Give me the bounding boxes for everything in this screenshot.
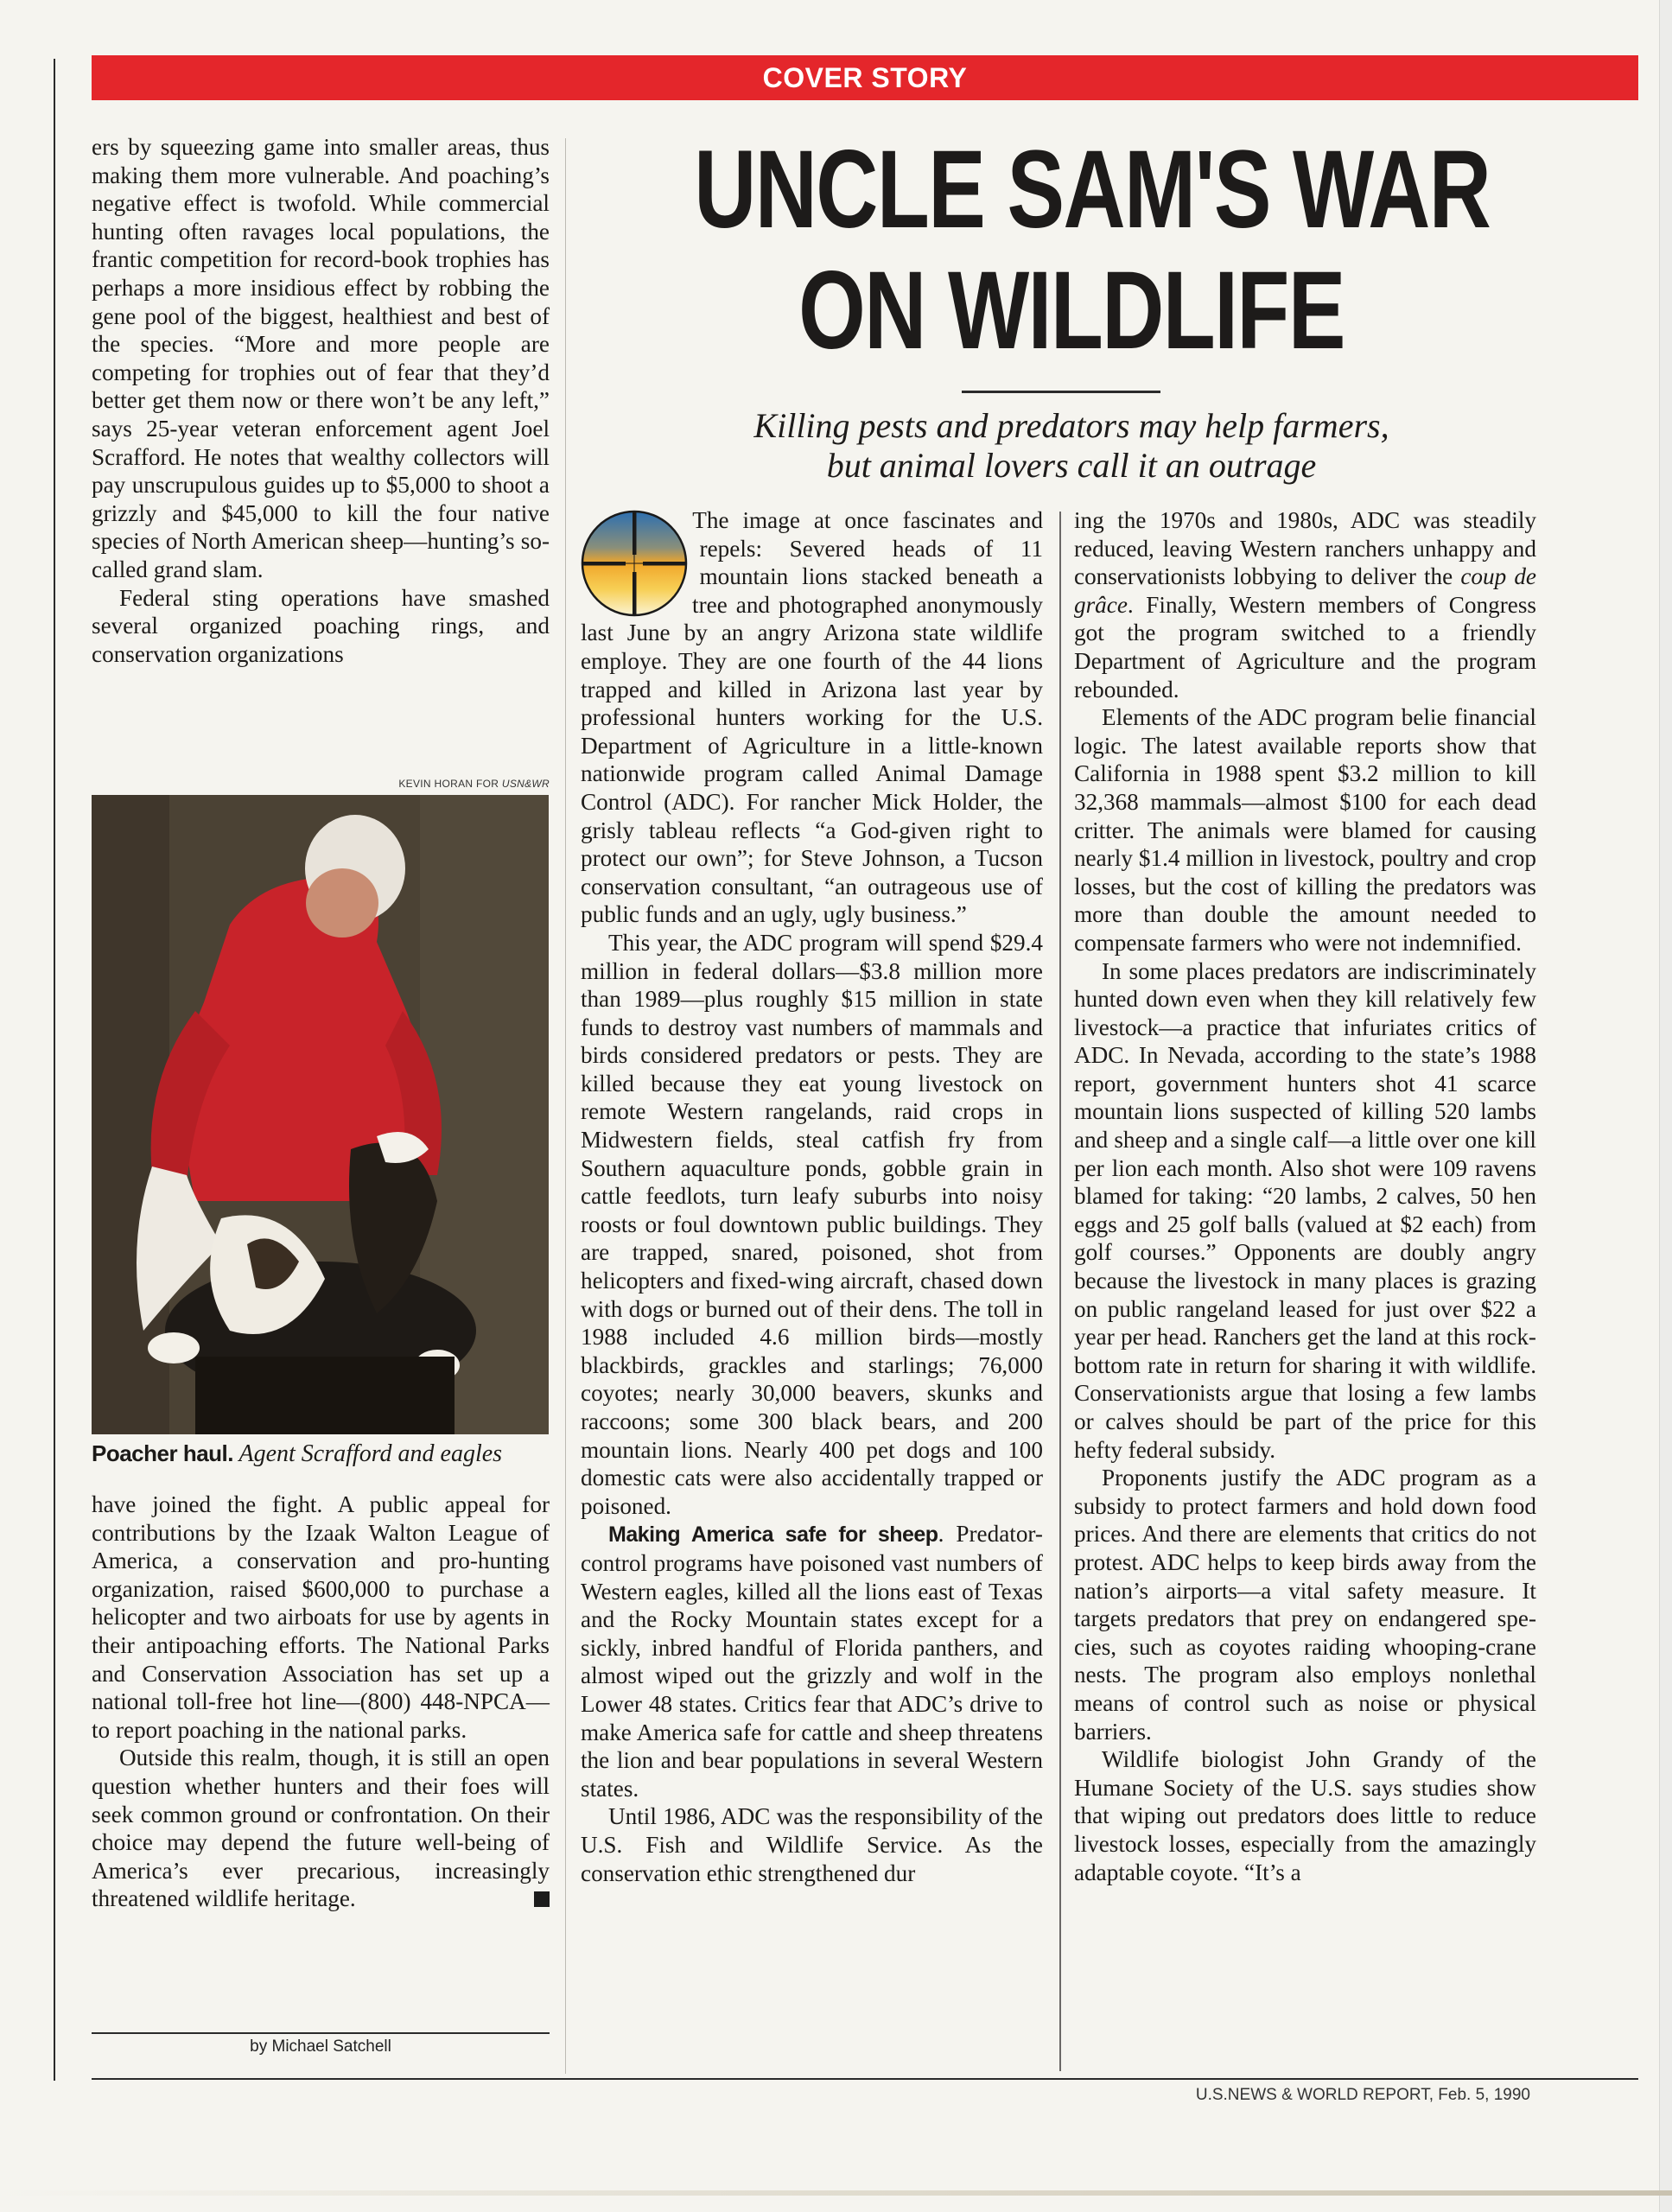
paragraph: The image at once fascinates and repels: Severed heads of 11 mountain lions stacked beneath a tree and photographed anonymously last June by an angry Arizona state wildlife employe. They are one fourth of the 44 lions trapped and killed in Arizona last year by professional hunters working for the U.S. Department of Agriculture in a little-known nationwide program called Animal Damage Control (ADC). For rancher Mick Holder, the grisly tableau reflects “a God-given right to protect our own”; for Steve Johnson, a Tucson conservation consultant, “an outrageous use of public funds and an ugly, ugly business.” — [581, 507, 1043, 928]
paragraph: In some places predators are indiscriminately hunted down even when they kill relatively few livestock—a practice that infuriates critics of ADC. In Nevada, according to the state’s 1988 report, government hunters shot 41 scarce mountain lions suspected of killing 520 lambs and sheep and a single calf—a little over one kill per lion each month. Also shot were 109 ravens blamed for taking: “20 lambs, 2 calves, 50 hen eggs and 25 golf balls (valued at $2 each) from golf courses.” Opponents are doubly angry because the livestock in many places is grazing on public rangeland leased for just over $22 a year per head. Ranchers get the land at this rock-bottom rate in return for sharing it with wildlife. Conservationists argue that losing a few lambs or calves should be part of the price for this hefty federal subsidy. — [1074, 957, 1536, 1463]
headline-line-2: ON WILDLIFE — [798, 249, 1345, 372]
paragraph: Making America safe for sheep. Predator-control programs have poisoned vast numbers of Western eagles, killed all the lions east of Texas and the Rocky Mountain states except for a sickly, inbred handful of Florida panthers, and almost wiped out the grizzly and wolf in the Lower 48 states. Critics fear that ADC’s drive to make America safe for cattle and sheep threatens the lion and bear populations in several Western states. — [581, 1521, 1043, 1802]
dek-divider — [962, 391, 1160, 393]
paragraph: ers by squeezing game into smaller areas, thus making them more vulnerable. And poaching’s negative effect is twofold. While commercial hunting often ravages local populations, the frantic competition for record-book trophies has perhaps a more insidious effect by robbing the gene pool of the biggest, healthiest and best of the species. “More and more people are competing for trophies out of fear that they’d better get them now or there won’t be any left,” says 25-year veteran enforcement agent Joel Scrafford. He notes that wealthy collectors will pay unscrupulous guides up to $5,000 to shoot a grizzly and $45,000 to kill the four native species of North American sheep—hunting’s so-called grand slam. — [92, 134, 550, 582]
paragraph: Proponents justify the ADC program as a subsidy to protect farmers and hold down food prices. And there are elements that critics do not protest. ADC helps to keep birds away from the nation’s airports—a vital safety measure. It targets predators that prey on endangered species, such as coyotes raiding whooping-crane nests. The program also employs nonlethal means of control such as noise or physical barriers. — [1074, 1465, 1536, 1745]
article-column-2 — [581, 506, 1043, 1887]
paragraph: Until 1986, ADC was the responsibility of the U.S. Fish and Wildlife Service. As the conservation ethic strengthened dur — [581, 1803, 1043, 1886]
page-bottom-edge — [0, 2190, 1672, 2196]
byline: by Michael Satchell — [250, 2037, 391, 2056]
paragraph: This year, the ADC program will spend $29.4 million in federal dollars—$3.8 million more than 1989—plus roughly $15 million in state funds to destroy vast numbers of mammals and birds considered predators or pests. They are killed because they eat young livestock on remote Western rangelands, raid crops in Midwestern fields, steal catfish fry from Southern aquaculture ponds, gobble grain in cattle feedlots, turn leafy suburbs into noisy roosts or foul downtown public buildings. They are trapped, snared, poisoned, shot from helicopters and fixed-wing aircraft, chased down with dogs or burned out of their dens. The toll in 1988 included 4.6 million birds—mostly blackbirds, grackles and starlings; 76,000 coyotes; nearly 30,000 beavers, skunks and raccoons; some 300 black bears, and 200 mountain lions. Nearly 400 pet dogs and 100 domestic cats were also accidentally trapped or poisoned. — [581, 929, 1043, 1519]
article-column-3 — [1074, 506, 1536, 1886]
column-divider — [1059, 512, 1061, 2071]
section-label: COVER STORY — [762, 61, 968, 93]
paragraph: Federal sting operations have smashed several organized poaching rings, and conservation organizations — [92, 584, 550, 667]
section-banner — [92, 55, 1638, 100]
footer-divider — [92, 2078, 1638, 2080]
caption-text: Agent Scrafford and eagles — [233, 1440, 503, 1467]
photo-caption — [92, 1440, 550, 1468]
photo-credit: KEVIN HORAN FOR USN&WR — [398, 778, 550, 790]
publication-footer: U.S.NEWS & WORLD REPORT, Feb. 5, 1990 — [1195, 2086, 1530, 2104]
subheadline: Killing pests and predators may help farmers, but animal lovers call it an outrage — [753, 406, 1389, 485]
headline-line-1: UNCLE SAM'S WAR — [694, 128, 1491, 251]
article-column-1-continued — [92, 1491, 550, 1913]
paragraph: ing the 1970s and 1980s, ADC was steadily reduced, leaving Western ranchers unhappy and conservationists lobbying to deliver the coup de grâce. Finally, Western members of Congress got the program switched to a friendly Department of Agriculture and the program rebounded. — [1074, 507, 1536, 702]
page-edge — [1659, 0, 1672, 2212]
photo-illustration — [92, 795, 549, 1434]
paragraph: Elements of the ADC program belie financial logic. The latest available reports show that California in 1988 spent $3.2 million to kill 32,368 mammals—almost $100 for each dead critter. The animals were blamed for causing nearly $1.4 million in livestock, poultry and crop losses, but the cost of killing the predators was more than double the amount needed to compensate farmers who were not indemnified. — [1074, 704, 1536, 956]
photo-agent-with-eagles — [92, 795, 549, 1434]
paragraph-final: Outside this realm, though, it is still an open question whether hunters and their foes will seek common ground or confrontation. On their choice may depend the future well-being of America’s ever precarious, increasingly threatened wildlife heritage. — [92, 1745, 550, 1912]
caption-lead: Poacher haul. — [92, 1440, 233, 1466]
end-of-article-mark — [534, 1891, 550, 1907]
page-margin-rule — [54, 59, 55, 2081]
byline-divider — [92, 2032, 550, 2034]
paragraph: Wildlife biologist John Grandy of the Humane Society of the U.S. says studies show that wiping out predators does little to reduce livestock losses, especially from the amazingly adaptable coyote. “It’s a — [1074, 1746, 1536, 1885]
section-subhead: Making America safe for sheep — [608, 1522, 938, 1548]
crosshair-scope-icon — [579, 508, 690, 619]
article-column-1 — [92, 133, 550, 668]
paragraph: have joined the fight. A public appeal for contributions by the Izaak Walton League of America, a conservation and pro-hunting organization, raised $600,000 to purchase a helicopter and two airboats for use by agents in their antipoaching efforts. The National Parks and Conservation Association has set up a national toll-free hot line—(800) 448-NPCA—to report poaching in the national parks. — [92, 1491, 550, 1743]
headline — [694, 128, 1491, 372]
column-divider — [565, 138, 566, 2074]
